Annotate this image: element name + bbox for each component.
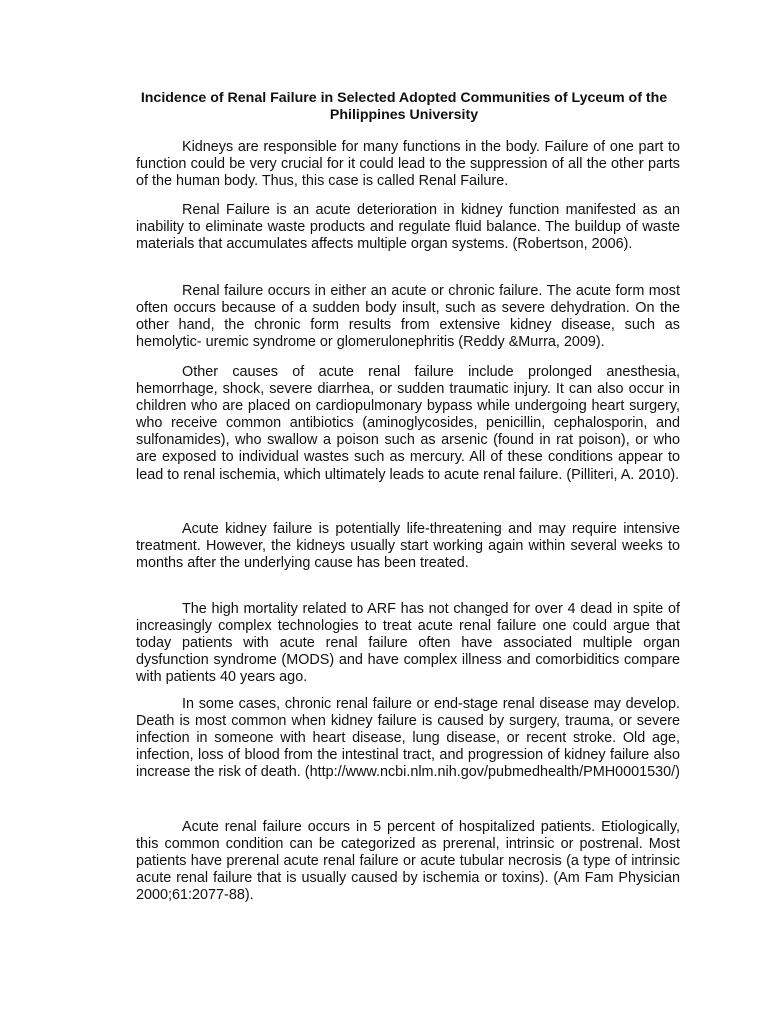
paragraph-other-causes: Other causes of acute renal failure include prolonged anesthesia, hemorrhage, shock, severe diarrhea, or sudden traumatic injury. It can also occur in children who are placed on cardiopulmonary bypass while undergoing heart surgery, who receive common antibiotics (aminoglycosides, penicillin, cephalosporin, and sulfonamides), who swallow a poison such as arsenic (found in rat poison), or who are exposed to individual wastes such as mercury. All of these conditions appear to lead to renal ischemia, which ultimately leads to acute renal failure. (Pilliteri, A. 2010). — [136, 364, 680, 483]
document-title: Incidence of Renal Failure in Selected Adopted Communities of Lyceum of the Philippines University — [140, 90, 668, 123]
paragraph-acute-chronic-forms: Renal failure occurs in either an acute or chronic failure. The acute form most often occurs because of a sudden body insult, such as severe dehydration. On the other hand, the chronic form results from extensive kidney disease, such as hemolytic- uremic syndrome or glomerulonephritis (Reddy &Murra, 2009). — [136, 283, 680, 351]
paragraph-kidney-functions: Kidneys are responsible for many functions in the body. Failure of one part to function could be very crucial for it could lead to the suppression of all the other parts of the human body. Thus, this case is called Renal Failure. — [136, 139, 680, 190]
paragraph-renal-failure-definition: Renal Failure is an acute deterioration in kidney function manifested as an inability to eliminate waste products and regulate fluid balance. The buildup of waste materials that accumulates affects multiple organ systems. (Robertson, 2006). — [136, 202, 680, 253]
paragraph-hospitalized-incidence: Acute renal failure occurs in 5 percent of hospitalized patients. Etiologically, this common condition can be categorized as prerenal, intrinsic or postrenal. Most patients have prerenal acute renal failure or acute tubular necrosis (a type of intrinsic acute renal failure that is usually caused by ischemia or toxins). (Am Fam Physician 2000;61:2077-88). — [136, 819, 680, 904]
paragraph-mortality-arf: The high mortality related to ARF has not changed for over 4 dead in spite of increasingly complex technologies to treat acute renal failure one could argue that today patients with acute renal failure often have associated multiple organ dysfunction syndrome (MODS) and have complex illness and comorbiditics compare with patients 40 years ago. — [136, 601, 680, 686]
paragraph-acute-kidney-failure-treatment: Acute kidney failure is potentially life-threatening and may require intensive treatment. However, the kidneys usually start working again within several weeks to months after the underlying cause has been treated. — [136, 521, 680, 572]
paragraph-chronic-renal-failure-death: In some cases, chronic renal failure or end-stage renal disease may develop. Death is most common when kidney failure is caused by surgery, trauma, or severe infection in someone with heart disease, lung disease, or recent stroke. Old age, infection, loss of blood from the intestinal tract, and progression of kidney failure also increase the risk of death. (http://www.ncbi.nlm.nih.gov/pubmedhealth/PMH0001530/) — [136, 696, 680, 781]
